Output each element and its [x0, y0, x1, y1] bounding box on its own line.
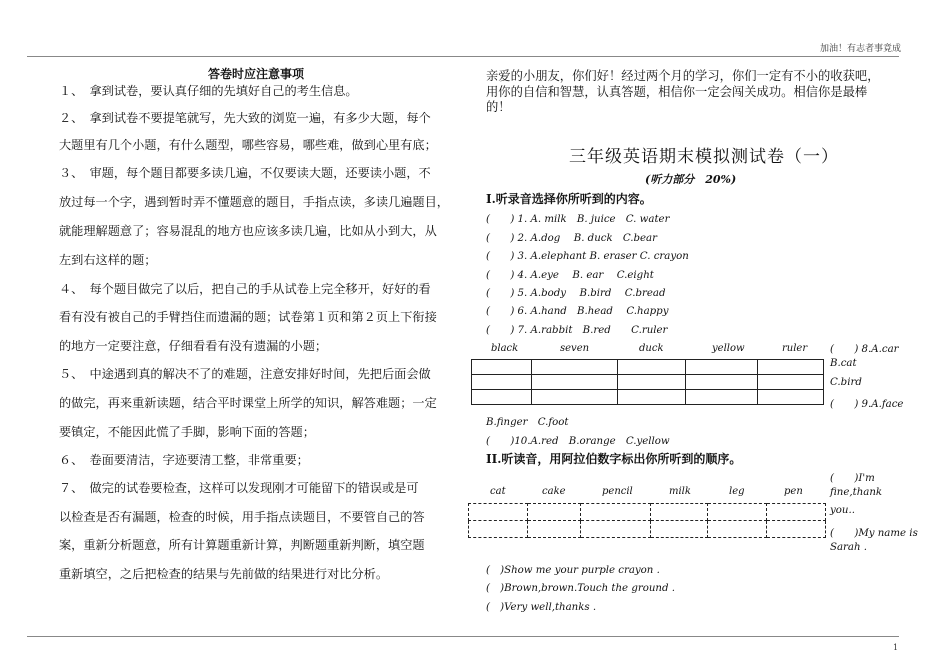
grid-word: cat	[490, 486, 506, 497]
intro-line: 的！	[486, 100, 511, 114]
question-item: B.finger C.foot	[486, 417, 569, 428]
notice-line: 的地方一定要注意，仔细看看有没有遗漏的小题；	[59, 339, 328, 353]
exam-subtitle: (听力部分 20%)	[645, 173, 737, 186]
question-item: fine,thank	[830, 487, 883, 498]
notice-line: 要镇定，不能因此慌了手脚，影响下面的答题；	[59, 425, 315, 439]
question-item: ( )10.A.red B.orange C.yellow	[486, 436, 670, 447]
notice-line: 看有没有被自己的手臂挡住而遗漏的题；试卷第１页和第２页上下衔接	[59, 310, 437, 324]
notice-line: 重新填空，之后把检查的结果与先前做的结果进行对比分析。	[59, 567, 389, 581]
question-item: ( )Show me your purple crayon .	[486, 565, 660, 576]
notice-line: 的做完，再来重新读题，结合平时课堂上所学的知识，解答难题；一定	[59, 396, 437, 410]
notice-line: 就能理解题意了；容易混乱的地方也应该多读几遍，比如从小到大，从	[59, 224, 437, 238]
question-item: C.bird	[830, 377, 862, 388]
question-item: you..	[830, 505, 855, 516]
question-item: ( ) 4. A.eye B. ear C.eight	[486, 270, 654, 281]
question-item: ( ) 3. A.elephant B. eraser C. crayon	[486, 251, 689, 262]
question-item: ( ) 9.A.face	[830, 399, 904, 410]
intro-line: 用你的自信和智慧，认真答题，相信你一定会闯关成功。相信你是最棒	[486, 85, 868, 99]
notice-line: 以检查是否有漏题，检查的时候，用手指点读题目，不要管自己的答	[59, 510, 425, 524]
question-item: ( )Very well,thanks .	[486, 602, 597, 613]
grid-word: ruler	[782, 343, 808, 354]
grid-word: duck	[639, 343, 664, 354]
header-motto: 加油！有志者事竟成	[820, 44, 902, 54]
grid-word: leg	[729, 486, 745, 497]
grid-word: pen	[784, 486, 803, 497]
notice-line: ５、 中途遇到真的解决不了的难题，注意安排好时间，先把后面会做	[59, 367, 431, 381]
question-item: ( )My name is	[830, 528, 918, 539]
question-item: ( ) 8.A.car	[830, 344, 899, 355]
section-2-title: II.听读音，用阿拉伯数字标出你所听到的顺序。	[486, 452, 742, 466]
question-item: ( ) 2. A.dog B. duck C.bear	[486, 233, 657, 244]
bottom-rule	[27, 636, 899, 637]
notice-line: ６、 卷面要清洁，字迹要清工整，非常重要；	[59, 453, 309, 467]
question-item: Sarah .	[830, 542, 868, 553]
top-rule	[27, 56, 899, 57]
intro-line: 亲爱的小朋友，你们好！经过两个月的学习，你们一定有不小的收获吧，	[486, 69, 880, 83]
question-item: ( ) 7. A.rabbit B.red C.ruler	[486, 325, 668, 336]
question-item: ( )I'm	[830, 473, 875, 484]
notice-line: １、 拿到试卷，要认真仔细的先填好自己的考生信息。	[59, 84, 358, 98]
notice-line: 放过每一个字，遇到暂时弄不懂题意的题目，手指点读，多读几遍题目，	[59, 195, 449, 209]
notice-line: ３、 审题，每个题目都要多读几遍，不仅要读大题，还要读小题，不	[59, 166, 431, 180]
notice-line: 大题里有几个小题，有什么题型，哪些容易，哪些难，做到心里有底；	[59, 138, 437, 152]
notice-line: 案，重新分析题意，所有计算题重新计算，判断题重新判断，填空题	[59, 538, 425, 552]
grid-word: seven	[560, 343, 590, 354]
exam-title: 三年级英语期末模拟测试卷（一）	[569, 147, 839, 167]
grid-word: milk	[669, 486, 691, 497]
question-item: ( ) 1. A. milk B. juice C. water	[486, 214, 670, 225]
grid-word: cake	[542, 486, 566, 497]
notice-line: ４、 每个题目做完了以后，把自己的手从试卷上完全移开，好好的看	[59, 282, 431, 296]
section-1-title: I.听录音选择你所听到的内容。	[486, 192, 652, 206]
grid-word: black	[491, 343, 519, 354]
notice-line: 左到右这样的题；	[59, 253, 157, 267]
question-item: ( ) 6. A.hand B.head C.happy	[486, 306, 669, 317]
answer-grid-1	[471, 359, 824, 405]
answer-grid-2	[468, 503, 826, 538]
notice-line: ２、 拿到试卷不要提笔就写，先大致的浏览一遍，有多少大题，每个	[59, 111, 431, 125]
question-item: B.cat	[830, 358, 857, 369]
page-number: 1	[893, 643, 899, 652]
notice-line: ７、 做完的试卷要检查，这样可以发现刚才可能留下的错误或是可	[59, 481, 419, 495]
notice-title: 答卷时应注意事项	[208, 67, 305, 81]
question-item: ( )Brown,brown.Touch the ground .	[486, 583, 675, 594]
grid-word: yellow	[712, 343, 745, 354]
question-item: ( ) 5. A.body B.bird C.bread	[486, 288, 666, 299]
grid-word: pencil	[602, 486, 633, 497]
